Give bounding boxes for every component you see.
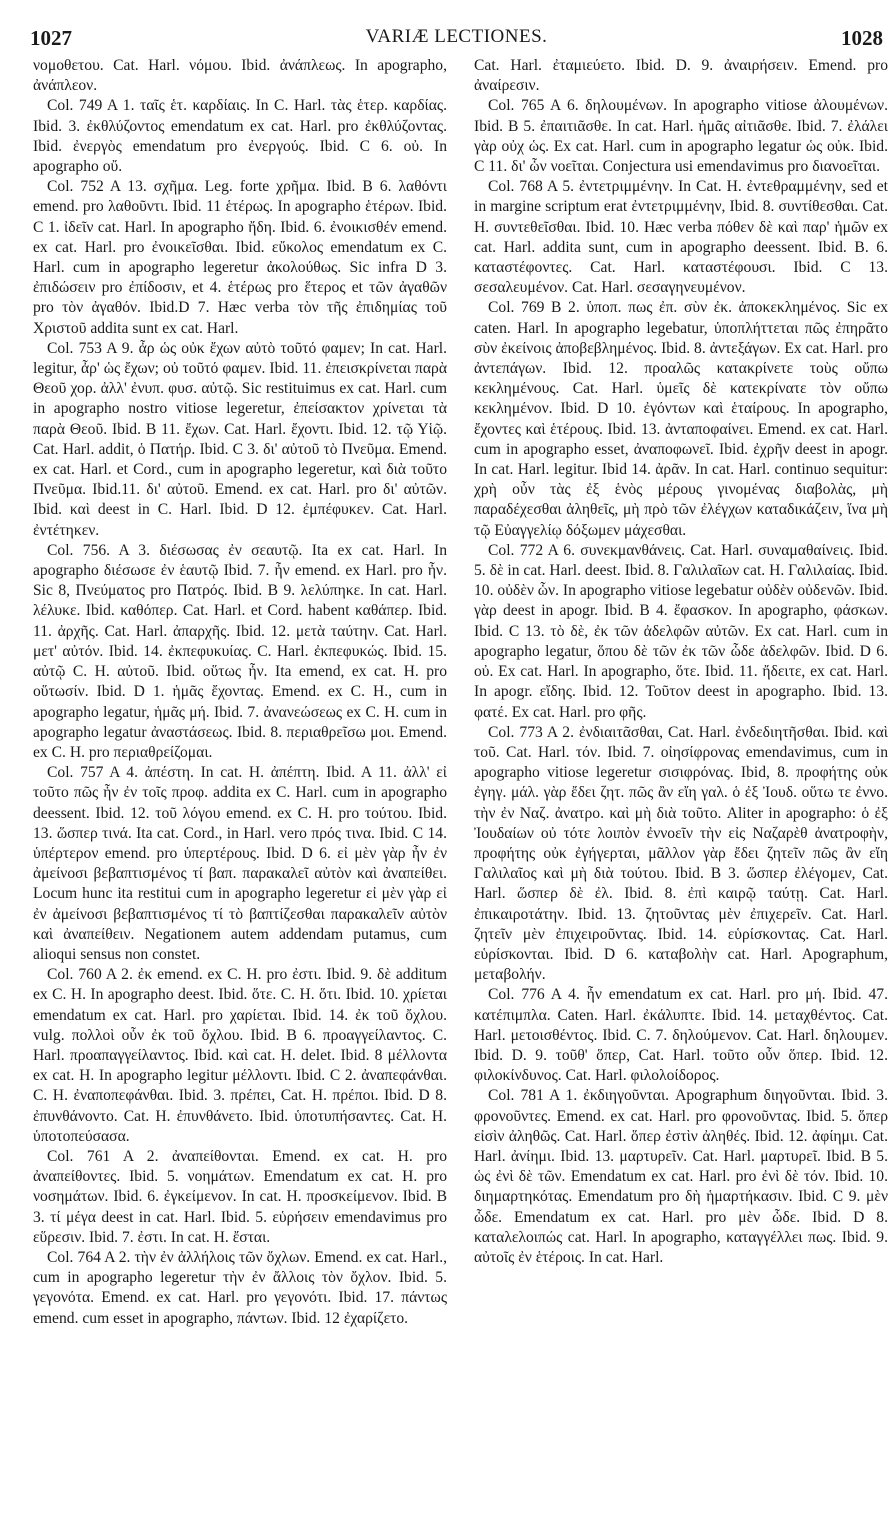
variant-reading-entry: νομοθετου. Cat. Harl. νόμου. Ibid. ἀνάπλεως. In apographo, ἀνάπλεον. <box>33 57 447 95</box>
running-header <box>30 26 883 56</box>
variant-reading-entry: Col. 749 A 1. ταῖς ἑτ. καρδίαις. In C. Harl. τὰς ἑτερ. καρδίας. Ibid. 3. ἐκθλύζοντος emendatum ex cat. Harl. pro ἐκθλύζοντας. Ibid. ἐνεργὸς emendatum pro ἐνεργούς. Ibid. C 6. οὐ. In apographo οὔ. <box>33 97 447 176</box>
variant-reading-entry: Col. 765 A 6. δηλουμένων. In apographo vitiose ἀλουμένων. Ibid. B 5. ἐπαιτιᾶσθε. In cat. Harl. ἡμᾶς αἰτιᾶσθε. Ibid. 7. ἐλάλει γὰρ οὐχ ὡς. Ex cat. Harl. cum in apographo legatur ὡς οὐκ. Ibid. C 11. δι' ὧν νοεῖται. Conjectura usi emendavimus pro διανοεῖται. <box>474 97 888 176</box>
variant-reading-entry: Col. 756. A 3. διέσωσας ἐν σεαυτῷ. Ita ex cat. Harl. In apographo διέσωσε ἐν ἑαυτῷ Ibid. 7. ἦν emend. ex Harl. pro ἦν. Sic 8, Πνεύματος pro Πατρός. Ibid. B 9. λελύπηκε. In cat. Harl. λέλυκε. Ibid. καθόπερ. Cat. Harl. et Cord. habent καθάπερ. Ibid. 11. ἀρχῆς. Cat. Harl. ἀπαρχῆς. Ibid. 12. μετὰ ταύτην. Cat. Harl. μετ' αὐτόν. Ibid. 14. ἐκπεφυκυίας. C. Harl. ἐκπεφυκώς. Ibid. 15. αὐτῷ C. H. αὐτοῦ. Ibid. οὕτως ἦν. Ita emend, ex cat. H. pro οὕτωσίν. Ibid. D 1. ἡμᾶς ἔχοντας. Emend. ex C. H., cum in apographo legatur, ἡμᾶς μή. Ibid. 7. ἀνανεώσεως ex C. H. cum in apographo legatur ἀναστάσεως. Ibid. 8. περιαθρεῖσω μοι. Emend. ex C. H. pro περιαθρείζομαι. <box>33 541 447 761</box>
variant-reading-entry: Cat. Harl. ἐταμιεύετο. Ibid. D. 9. ἀναιρήσειν. Emend. pro ἀναίρεσιν. <box>474 57 888 95</box>
variant-reading-entry: Col. 776 A 4. ἦν emendatum ex cat. Harl. pro μή. Ibid. 47. κατέπιμπλα. Caten. Harl. ἐκάλυπτε. Ibid. 14. μεταχθέντος. Cat. Harl. μετοισθέντος. Ibid. C. 7. δηλούμενον. Cat. Harl. δηλουμεν. Ibid. D. 9. τοῦθ' ὅπερ, Cat. Harl. τοῦτο οὖν ὅπερ. Ibid. 12. φιλοκίνδυνος. Cat. Harl. φιλολοίδορος. <box>474 986 888 1085</box>
variant-reading-entry: Col. 769 B 2. ὑποπ. πως ἐπ. σὺν ἐκ. ἀποκεκλημένος. Sic ex caten. Harl. In apographo legebatur, ὑποπλήττεται πῶς ἐπηρᾶτο σὺν ἐκείνοις ἀποβεβλημένος. Ibid. 8. ἀντεξάγων. Ex cat. Harl. pro ἀντεπάγων. Ibid. 12. προαλῶς κατακρίνετε τοὺς οὔπω κεκλημένους. Cat. Harl. ὑμεῖς δὲ κατεκρίνατε τὸν οὔπω κεκλημένον. Ibid. D 10. ἐγόντων καὶ ἑταίρους. In apographo, ἔχοντες καὶ ἑτέρους. Ibid. 13. ἀνταποφαίνει. Emend. ex cat. Harl. cum in apographo esset, ἀναποφωνεῖ. Ibid. ἐχρῆν deest in apogr. In cat. Harl. legitur. Ibid 14. ἀρᾶν. In cat. Harl. continuo sequitur: χρὴ οὖν τὰς ἐξ ἑνὸς μέρους γινομένας διαβολὰς, μὴ παραδέχεσθαι ἀληθεῖς, μὴ πρὸ τῶν ἐλέγχων καταδικάζειν, ἵνα μὴ τῷ Εὐαγγελίῳ δόξωμεν μάχεσθαι. <box>474 299 888 539</box>
running-title: VARIÆ LECTIONES. <box>365 26 548 47</box>
variant-reading-entry: Col. 761 A 2. ἀναπείθονται. Emend. ex cat. H. pro ἀναπείθοντες. Ibid. 5. νοημάτων. Emendatum ex cat. H. pro νοσημάτων. Ibid. 6. ἐγκείμενον. In cat. H. προσκείμενον. Ibid. B 3. τί μέγα deest in cat. Harl. Ibid. 5. εὑρήσειν emendavimus pro εὕρεσιν. Ibid. 7. ἐστι. In cat. H. ἔσται. <box>33 1147 447 1246</box>
variant-reading-entry: Col. 781 A 1. ἐκδιηγοῦνται. Apographum διηγοῦνται. Ibid. 3. φρονοῦντες. Emend. ex cat. Harl. pro φρονοῦντας. Ibid. 5. ὅπερ εἰσὶν ἀληθῶς. Cat. Harl. ὅπερ ἐστὶν ἀληθές. Ibid. 12. ἀφίημι. Cat. Harl. ἀνίημι. Ibid. 13. μαρτυρεῖν. Cat. Harl. μαρτυρεῖ. Ibid. B 5. ὡς ἐνὶ δὲ τῶν. Emendatum ex cat. Harl. pro ἐνὶ δὲ τόν. Ibid. 10. διημαρτηκότας. Emendatum pro δὴ ἡμαρτήκασιν. Ibid. C 9. μὲν ὧδε. Emendatum ex cat. Harl. pro μὲν ὧδε. Ibid. D 8. καταλελοιπώς cat. Harl. In apographo, καταγγέλλει πως. Ibid. 9. αὐτοῖς ἐν ἑτέροις. In cat. Harl. <box>474 1087 888 1266</box>
variant-reading-entry: Col. 752 A 13. σχῆμα. Leg. forte χρῆμα. Ibid. B 6. λαθόντι emend. pro λαθοῦντι. Ibid. 11 ἑτέρως. In apographo ἑτέρων. Ibid. C 1. ἰδεῖν cat. Harl. In apographo ἤδη. Ibid. 6. ἐνοικισθέν emend. ex cat. Harl. pro ἐνοικεῖσθαι. Ibid. εὔκολος emendatum ex C. Harl. cum in apographo legeretur ἀκολούθως. Sic infra D 3. ἐπιδώσειν pro ἐπίδοσιν, et 4. ἑτέρως pro ἕτερος et τῶν ἀγαθῶν pro τὸν ἀγαθόν. Ibid.D 7. Hæc verba τὸν τῆς ἐπιδημίας τοῦ Χριστοῦ addita sunt ex cat. Harl. <box>33 178 447 337</box>
right-text-column <box>474 56 888 1526</box>
variant-reading-entry: Col. 764 A 2. τὴν ἐν ἀλλήλοις τῶν ὄχλων. Emend. ex cat. Harl., cum in apographo legeretur τὴν ἐν ἄλλοις τὸν ὄχλον. Ibid. 5. γεγονότα. Emend. ex cat. Harl. pro γεγονότι. Ibid. 17. πάντως emend. cum esset in apographo, πάντων. Ibid. 12 ἐχαρίζετο. <box>33 1248 447 1327</box>
left-column-number: 1027 <box>30 26 72 50</box>
variant-reading-entry: Col. 753 A 9. ἆρ ὡς οὐκ ἔχων αὐτὸ τοῦτό φαμεν; In cat. Harl. legitur, ἆρ' ὡς ἔχων; οὐ τοῦτό φαμεν. Ibid. 11. ἐπεισκρίνεται παρὰ Θεοῦ χορ. ἀλλ' ἐνυπ. φυσ. αὐτῷ. Sic restituimus ex cat. Harl. cum in apographo nostro vitiose legeretur, ἐπείσακτον χρίνεται τὰ παρὰ Θεοῦ. Ibid. B 11. ἔχων. Cat. Harl. ἔχοντι. Ibid. 12. τῷ Υἱῷ. Cat. Harl. addit, ὁ Πατήρ. Ibid. C 3. δι' αὐτοῦ τὸ Πνεῦμα. Emend. ex cat. Harl. et Cord., cum in apographo legeretur, καὶ διὰ τοῦτο Πνεῦμα. Ibid.11. δι' αὐτοῦ. Emend. ex cat. Harl. pro δι' αὐτῶν. Ibid. καὶ deest in C. Harl. Ibid. D 12. ἐμπέφυκεν. Cat. Harl. ἐντέτηκεν. <box>33 339 447 539</box>
variant-reading-entry: Col. 772 A 6. συνεκμανθάνεις. Cat. Harl. συναμαθαίνεις. Ibid. 5. δὲ in cat. Harl. deest. Ibid. 8. Γαλιλαῖων cat. H. Γαλιλαίας. Ibid. 10. οὐδὲν ὧν. In apographo vitiose legebatur οὐδὲν οὐδενῶν. Ibid. γὰρ deest in apogr. Ibid. B 4. ἔφασκον. In apographo, φάσκων. Ibid. C 13. τὸ δὲ, ἐκ τῶν ἀδελφῶν αὐτῶν. Ex cat. Harl. cum in apographo legatur, ὅπου δὲ τῶν ἐκ τῶν ὧδε ἀδελφῶν. Ibid. D 6. οὐ. Ex cat. Harl. In apographo, ὅτε. Ibid. 11. ἤδειτε, ex cat. Harl. In apogr. εἴδης. Ibid. 12. Τοῦτον deest in apographo. Ibid. 13. φατέ. Ex cat. Harl. pro φῆς. <box>474 541 888 721</box>
left-text-column <box>33 56 447 1526</box>
variant-reading-entry: Col. 757 A 4. ἀπέστη. In cat. H. ἀπέπτη. Ibid. A 11. ἀλλ' εἰ τοῦτο πῶς ἦν ἐν τοῖς προφ. addita ex C. Harl. cum in apographo deessent. Ibid. 12. τοῦ λόγου emend. ex C. H. pro τούτου. Ibid. 13. ὥσπερ τινά. Ita cat. Cord., in Harl. vero πρός τινα. Ibid. C 14. ὑπέρτερον emend. pro ὑπερτέρους. Ibid. D 6. εἰ μὲν γὰρ ἦν ἐν ἀμείνοσι βεβαπτισμένος τί βαπ. παρακαλεῖ αὐτὸν καὶ ἀναπείθει. Locum hunc ita restitui cum in apographo legeretur εἰ μὲν γὰρ εἰ ἐν ἀμείνοσι βεβαπτισμένος τί τὸ βαπτίζεσθαι παρακαλεῖν αὐτὸν καὶ ἀναπείθειν. Negationem autem addendam putamus, cum alioqui sensus non constet. <box>33 764 447 963</box>
variant-reading-entry: Col. 768 A 5. ἐντετριμμένην. In Cat. H. ἐντεθραμμένην, sed et in margine scriptum erat ἐντετριμμένην, Ibid. 8. συντίθεσθαι. Cat. H. συντεθεῖσθαι. Ibid. 10. Hæc verba πόθεν δὲ καὶ παρ' ἡμῶν ex cat. Harl. addita sunt, cum in apographo deessent. Ibid. B. 6. καταστέφοντες. Cat. Harl. καταστέφουσι. Ibid. C 13. σεσαλευμένον. Cat. Harl. σεσαγηνευμένον. <box>474 178 888 297</box>
right-column-number: 1028 <box>841 26 883 50</box>
variant-reading-entry: Col. 773 A 2. ἐνδιαιτᾶσθαι, Cat. Harl. ἐνδεδιητῆσθαι. Ibid. καὶ τοῦ. Cat. Harl. τόν. Ibid. 7. οἰησίφρονας emendavimus, cum in apographo vitiose legeretur σισιφρόνας. Ibid, 8. προφήτης οὐκ ἐγηγ. μάλ. γὰρ ἔδει ζητ. πῶς ἂν εἴη γαλ. ὁ ἐξ Ἰουδ. οὕτω τε ἐννο. τὴν ἐν Ναζ. ἀνατρο. καὶ μὴ διὰ τοῦτο. Aliter in apographo: ὁ ἐξ Ἰουδαίων οὐ τότε λοιπὸν ἐννοεῖν τὴν εἰς Ναζαρὲθ ἀνατροφὴν, προφήτης οὐκ ἐγήγερται, μᾶλλον γὰρ ἔδει ζητεῖν πῶς ἂν εἴη Γαλιλαῖος καὶ μὴ διὰ τούτου. Ibid. B 3. ὥσπερ ἐλέγομεν, Cat. Harl. ὥσπερ δὲ ἐλ. Ibid. 8. ἐπὶ καιρῷ ταύτῃ. Cat. Harl. ἐπικαιροτάτην. Ibid. 13. ζητοῦντας μὲν ἐπιχερεῖν. Cat. Harl. ζητεῖν μὲν ἐπιχειροῦντας. Ibid. 14. εὑρίσκοντας. Cat. Harl. εὑρίσκονται. Ibid. D 6. καταβολὴν cat. Harl. Apographum, μεταβολήν. <box>474 723 888 984</box>
variant-reading-entry: Col. 760 A 2. ἐκ emend. ex C. H. pro ἐστι. Ibid. 9. δὲ additum ex C. H. In apographo deest. Ibid. ὅτε. C. H. ὅτι. Ibid. 10. χρίεται emendatum ex cat. Harl. pro χαρίεται. Ibid. 14. ἐκ τοῦ ὄχλου. vulg. πολλοὶ οὖν ἐκ τοῦ ὄχλου. Ibid. B 6. προαγγείλαντος. C. Harl. προαπαγγείλαντος. Ibid. καὶ cat. H. delet. Ibid. 8 μέλλοντα ex cat. H. In apographo legitur μέλλοντι. Ibid. C 2. ἀναπεφάνθαι. C. H. ἐναποπεφάνθαι. Ibid. 3. πρέπει, Cat. H. πρέποι. Ibid. D 8. ἐπυνθάνοντο. Cat. H. ἐπυνθάνετο. Ibid. ὑποτυπήσαντες. Cat. H. ὑποτοπεύσασα. <box>33 966 447 1145</box>
